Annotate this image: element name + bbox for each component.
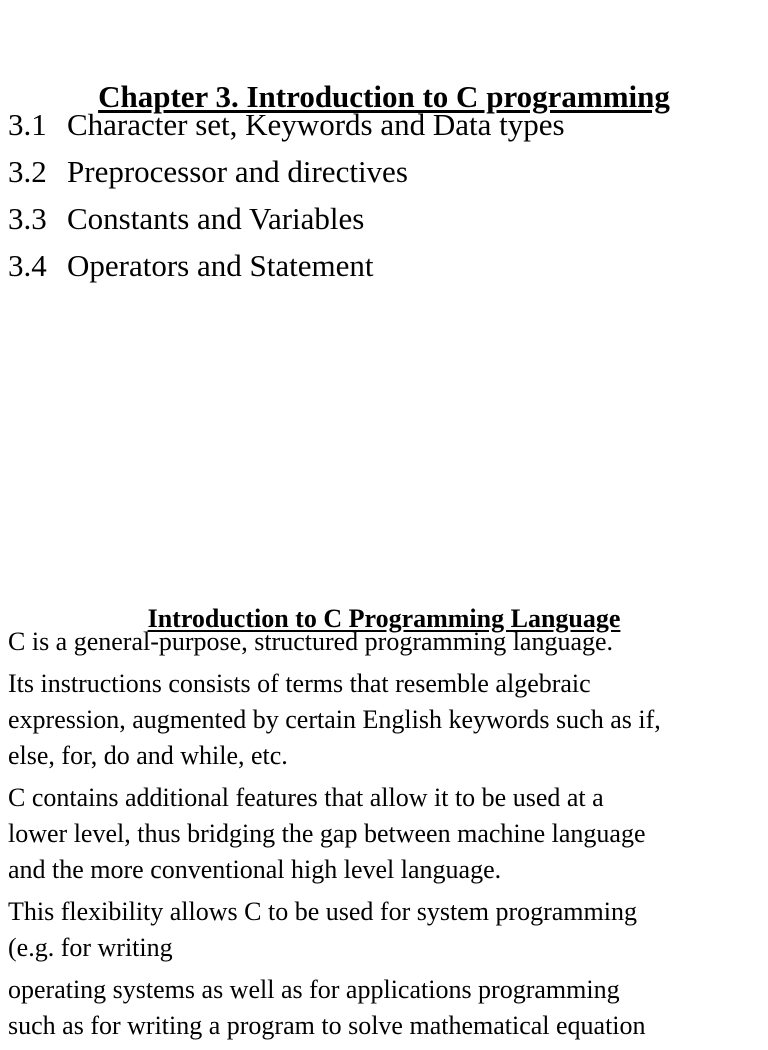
table-of-contents xyxy=(8,104,565,292)
slide-introduction xyxy=(0,560,768,1040)
text-line: C contains additional features that allow it to be used at a xyxy=(8,783,604,812)
toc-item-3-1 xyxy=(8,104,565,151)
toc-label: Preprocessor and directives xyxy=(67,154,408,189)
text-line: and the more conventional high level language. xyxy=(8,855,502,884)
section-title: Introduction to C Programming Language xyxy=(147,603,621,633)
toc-label: Operators and Statement xyxy=(67,248,374,283)
body-text xyxy=(8,624,764,1050)
toc-item-3-4 xyxy=(8,245,565,292)
toc-item-3-2 xyxy=(8,151,565,198)
toc-number: 3.4 xyxy=(8,248,47,283)
paragraph-3 xyxy=(8,780,764,888)
paragraph-2 xyxy=(8,666,764,774)
text-line: Its instructions consists of terms that resemble algebraic xyxy=(8,669,591,698)
text-line: This flexibility allows C to be used for system programming xyxy=(8,897,637,926)
text-line: C is a general-purpose, structured programming language. xyxy=(8,627,614,656)
text-line: else, for, do and while, etc. xyxy=(8,741,288,770)
toc-number: 3.2 xyxy=(8,154,47,189)
paragraph-5 xyxy=(8,972,764,1044)
toc-item-3-3 xyxy=(8,198,565,245)
toc-label: Constants and Variables xyxy=(67,201,365,236)
slide-chapter-contents xyxy=(0,0,768,300)
text-line: (e.g. for writing xyxy=(8,933,173,962)
toc-number: 3.1 xyxy=(8,107,47,142)
chapter-title: Chapter 3. Introduction to C programming xyxy=(98,78,670,114)
toc-label: Character set, Keywords and Data types xyxy=(67,107,565,142)
paragraph-1 xyxy=(8,624,764,660)
text-line: such as for writing a program to solve mathematical equation xyxy=(8,1011,646,1040)
text-line: expression, augmented by certain English keywords such as if, xyxy=(8,705,661,734)
text-line: operating systems as well as for applications programming xyxy=(8,975,620,1004)
toc-number: 3.3 xyxy=(8,201,47,236)
text-line: lower level, thus bridging the gap between machine language xyxy=(8,819,646,848)
paragraph-4 xyxy=(8,894,764,966)
